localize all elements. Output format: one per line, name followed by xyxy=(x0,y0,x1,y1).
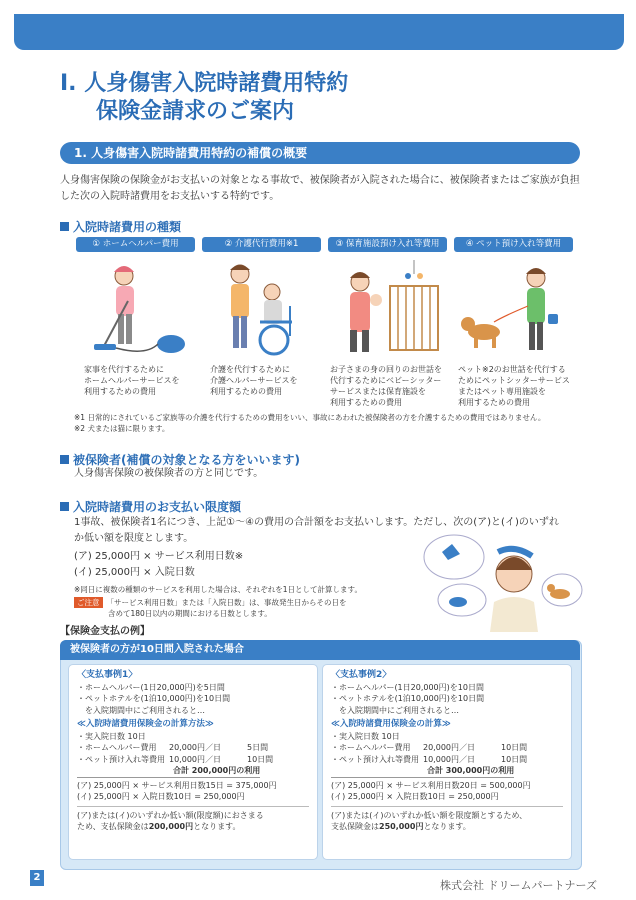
section-heading: 1. 人身傷害入院時諸費用特約の補償の概要 xyxy=(60,142,580,164)
type-desc-pet: ペット※2のお世話を代行する ためにペットシッターサービス またはペット専用施設を 利用するための費用 xyxy=(458,365,570,407)
page-title: Ⅰ. 人身傷害入院時諸費用特約 保険金請求のご案内 xyxy=(60,71,349,124)
intro-text: 人身傷害保険の保険金がお支払いの対象となる事故で、被保険者が入院された場合に、被保険者またはご家族が負担した次の入院時諸費用をお支払いする特約です。 xyxy=(60,175,580,202)
home-helper-illustration xyxy=(76,256,195,360)
type-tab-pet: ④ ペット預け入れ等費用 xyxy=(454,237,573,252)
type-tab-care: ② 介護代行費用※1 xyxy=(202,237,321,252)
pet-sitter-illustration xyxy=(454,256,573,360)
top-header-bar xyxy=(14,14,624,50)
limit-note: ※同日に複数の種類のサービスを利用した場合は、それぞれを1日として計算します。 xyxy=(74,585,362,594)
care-helper-illustration xyxy=(202,256,321,360)
type-tab-childcare: ③ 保育施設預け入れ等費用 xyxy=(328,237,447,252)
type-desc-care: 介護を代行するために 介護ヘルパーサービスを 利用するための費用 xyxy=(210,365,298,396)
square-bullet-icon xyxy=(60,222,69,231)
caution-badge: ご注意 xyxy=(74,597,103,608)
type-desc-childcare: お子さまの身の回りのお世話を 代行するためにベビーシッター サービスまたは保育施設を 利用するための費用 xyxy=(330,365,442,407)
types-notes: ※1 日常的にされているご家族等の介護を代行するための費用をいい、事故にあわれた被保険者の方を介護するための費用ではありません。 ※2 犬または猫に限ります。 xyxy=(74,413,546,433)
limit-caution: ご注意 「サービス利用日数」または「入院日数」は、事故発生日からその日を 含めて180日以内の期間における日数とします。 xyxy=(74,597,394,619)
insured-text: 人身傷害保険の被保険者の方と同じです。 xyxy=(74,468,264,479)
square-bullet-icon xyxy=(60,455,69,464)
example-heading: 【保険金支払の例】 xyxy=(60,626,150,637)
limit-formula-b: (イ) 25,000円 × 入院日数 xyxy=(74,567,195,578)
company-name: 株式会社 ドリームパートナーズ xyxy=(440,879,597,892)
childcare-illustration xyxy=(328,256,447,360)
square-bullet-icon xyxy=(60,502,69,511)
example-box-title: 被保険者の方が10日間入院された場合 xyxy=(60,640,580,660)
payment-case-1: 〈支払事例1〉 ・ホームヘルパー(1日20,000円)を5日間 ・ペットホテルを(1泊10,000円)を10日間 を入院期間中にご利用されると… ≪入院時諸費用保険金の計算方法≫ ・実入院日数 10日 ・ホームヘルパー費用 20,000円／日 5日間 ・ペット預け入れ等費用 10,000円／日 10日間 合計 200,000円の利用 (ア) 25,000円 × サービス利用日数15日 = 375,000円 (イ) 25,000円 × 入院日数10日 = 250,000円 (ア)または(イ)のいずれか低い額(限度額)におさまる ため、支払保険金は200,000円となります。 xyxy=(68,664,318,860)
worried-woman-illustration xyxy=(414,522,584,632)
type-desc-home-helper: 家事を代行するために ホームヘルパーサービスを 利用するための費用 xyxy=(84,365,180,396)
limit-formula-a: (ア) 25,000円 × サービス利用日数※ xyxy=(74,551,244,562)
page-number: 2 xyxy=(30,870,44,886)
type-tab-home-helper: ① ホームヘルパー費用 xyxy=(76,237,195,252)
types-heading: 入院時諸費用の種類 xyxy=(60,218,181,235)
insured-heading: 被保険者(補償の対象となる方をいいます) xyxy=(60,451,300,468)
limit-text: 1事故、被保険者1名につき、上記①～④の費用の合計額をお支払いします。ただし、次の(ア)と(イ)のいずれ か低い額を限度とします。 xyxy=(74,517,559,544)
limit-heading: 入院時諸費用のお支払い限度額 xyxy=(60,498,241,515)
payment-case-2: 〈支払事例2〉 ・ホームヘルパー(1日20,000円)を10日間 ・ペットホテルを(1泊10,000円)を10日間 を入院期間中にご利用されると… ≪入院時諸費用保険金の計算≫ ・実入院日数 10日 ・ホームヘルパー費用 20,000円／日 10日間 ・ペット預け入れ等費用 10,000円／日 10日間 合計 300,000円の利用 (ア) 25,000円 × サービス利用日数20日 = 500,000円 (イ) 25,000円 × 入院日数10日 = 250,000円 (ア)または(イ)のいずれか低い額を限度額とするため、 支払保険金は250,000円となります。 xyxy=(322,664,572,860)
